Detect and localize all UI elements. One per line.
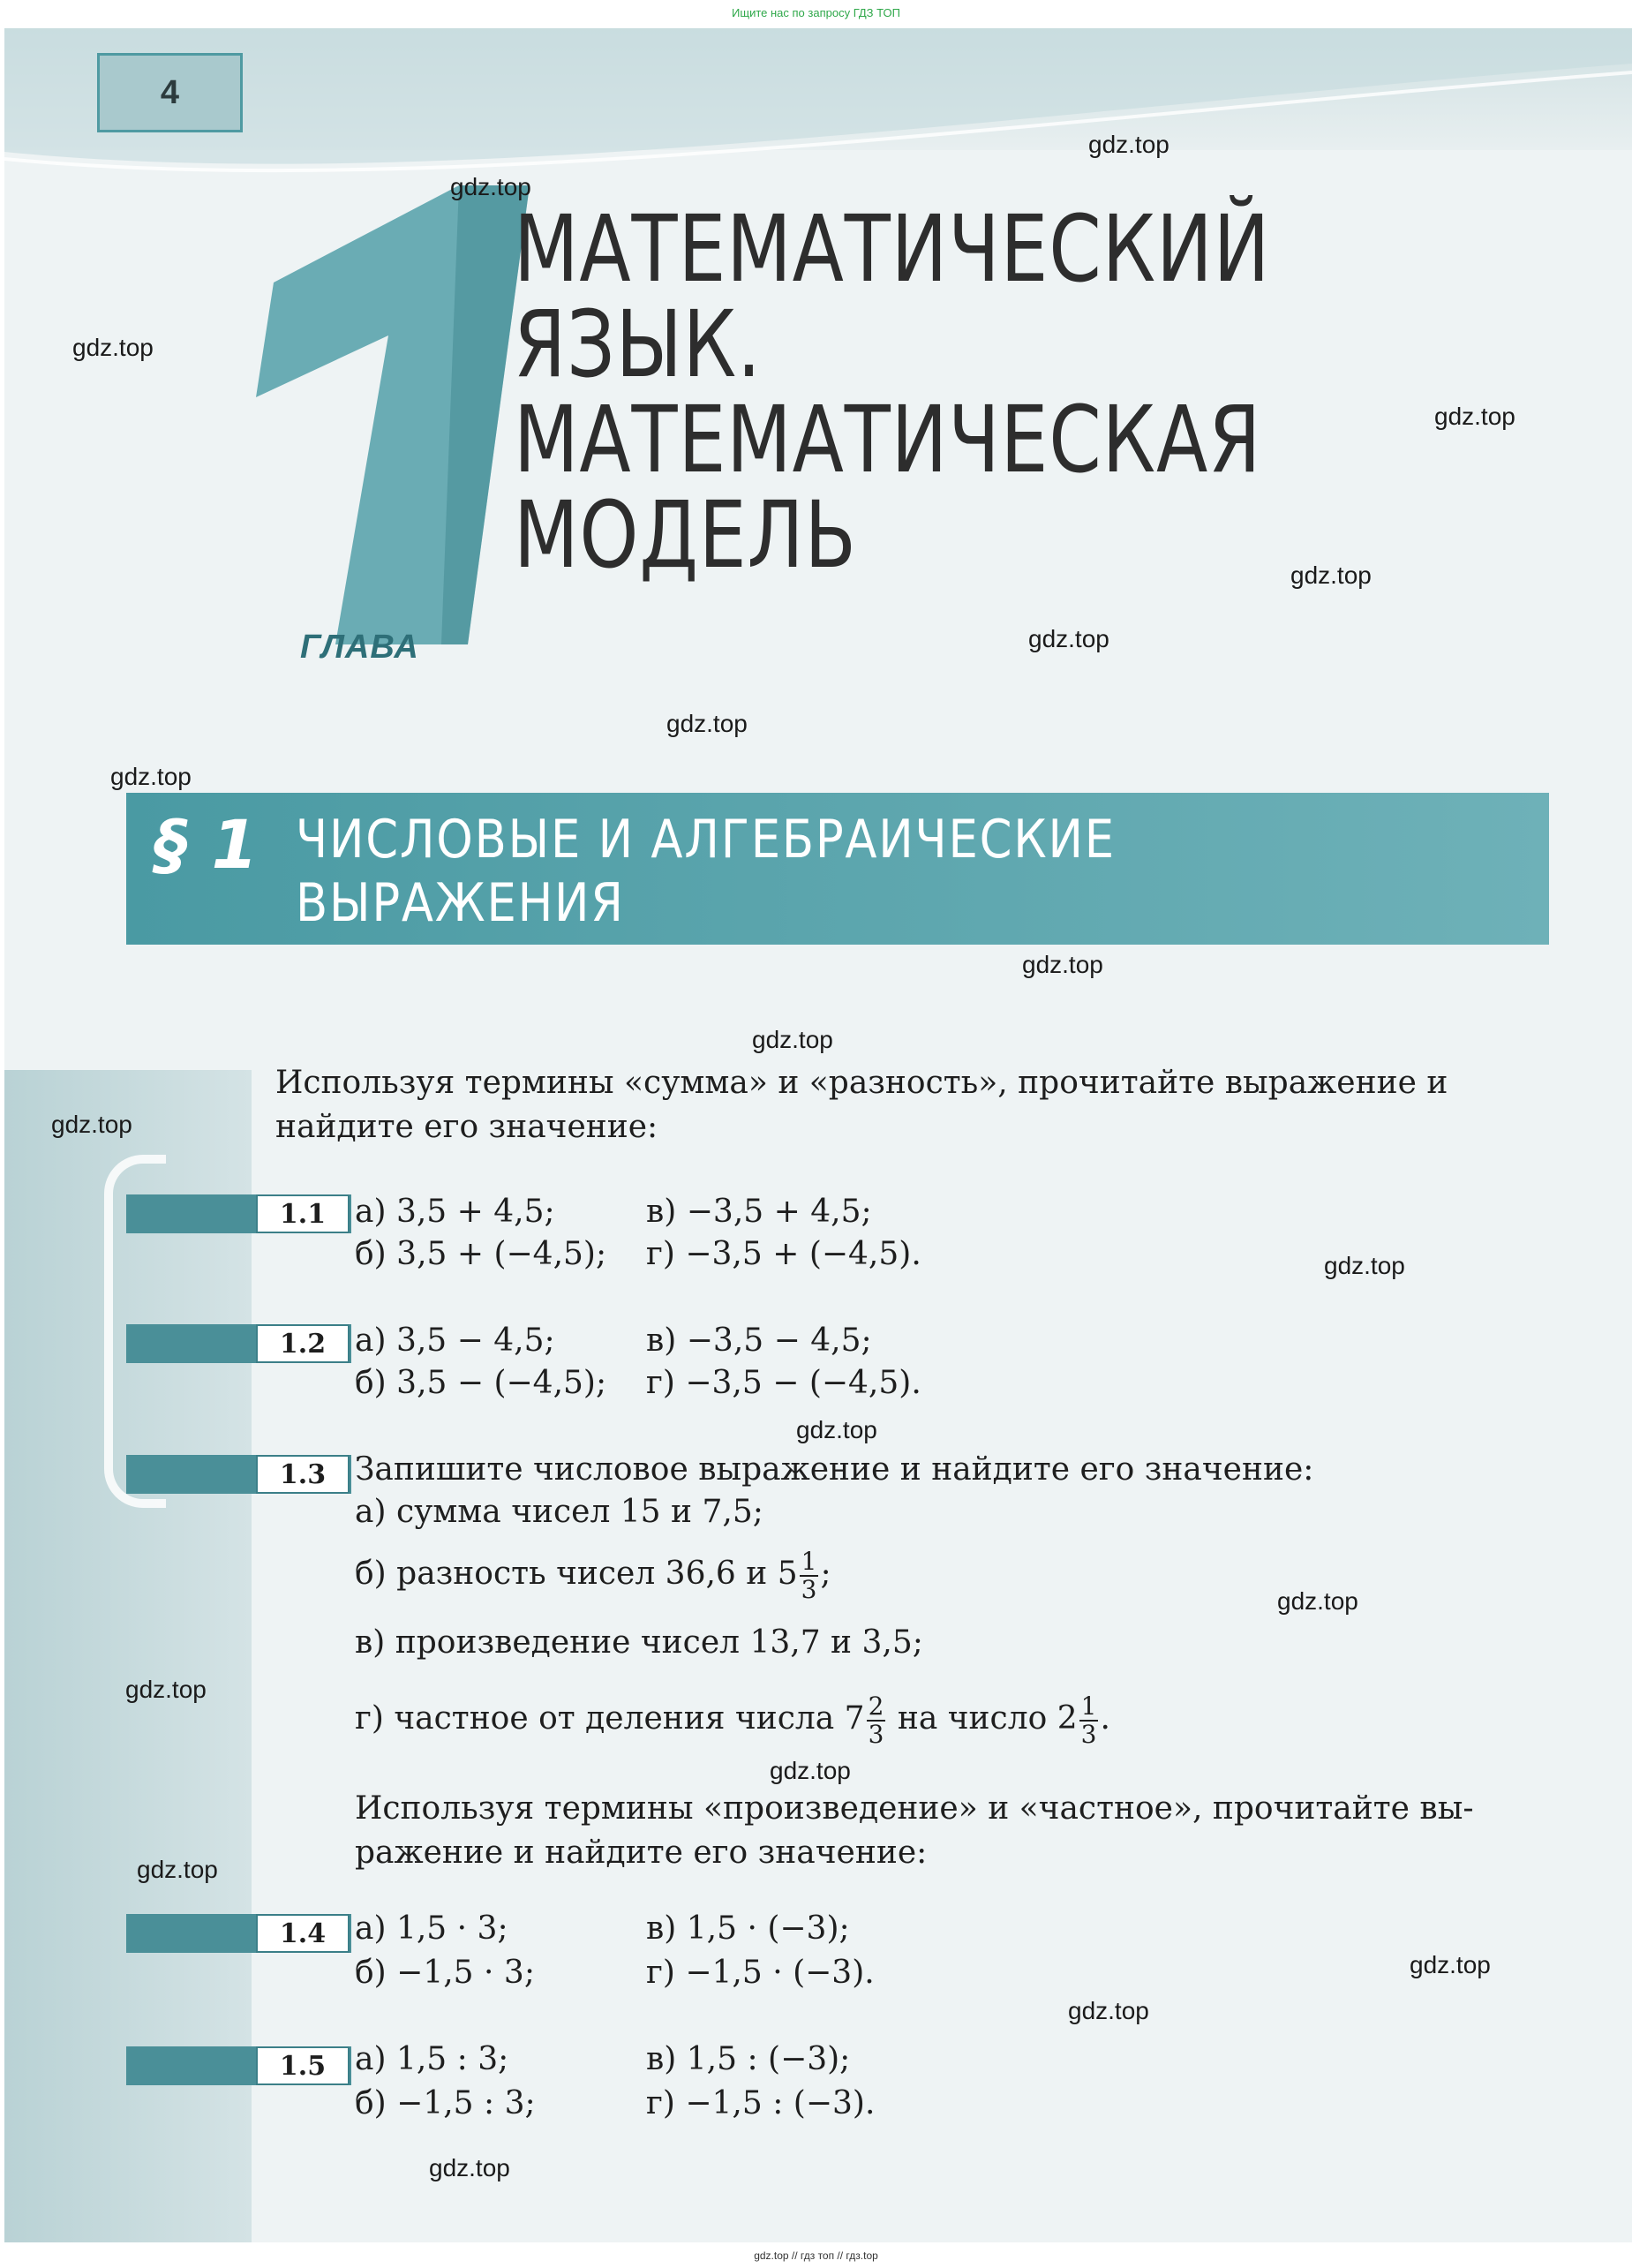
watermark: gdz.top [450,173,531,200]
watermark: gdz.top [137,1856,218,1883]
exercise-item-text: на число 2 [887,1700,1078,1737]
watermark: gdz.top [1277,1587,1358,1615]
exercise-item: а) 1,5 · 3; [355,1910,508,1947]
watermark: gdz.top [51,1111,132,1138]
watermark: gdz.top [1434,403,1515,430]
exercise-item: в) 1,5 · (−3); [646,1910,850,1947]
bottom-banner: gdz.top // гдз топ // гдз.top [754,2249,878,2262]
exercise-item [355,1693,1110,1748]
exercise-number: 1.1 [256,1194,350,1233]
chapter-title-line: МАТЕМАТИЧЕСКИЙ [514,195,1271,303]
top-banner: Ищите нас по запросу ГДЗ ТОП [732,6,900,19]
exercise-heading: Запишите числовое выражение и найдите его значение: [355,1451,1314,1488]
chapter-title-line: МАТЕМАТИЧЕСКАЯ [514,386,1262,494]
watermark: gdz.top [1022,951,1103,978]
exercise-item-text: б) разность чисел 36,6 и 5 [355,1556,798,1592]
exercise-item: б) −1,5 · 3; [355,1955,535,1991]
watermark: gdz.top [110,763,192,790]
fraction-numerator: 1 [1080,1692,1097,1721]
top-band-curve [4,28,1632,196]
exercise-number: 1.2 [256,1324,350,1363]
fraction [1079,1693,1099,1748]
watermark: gdz.top [752,1026,833,1053]
fraction [800,1548,819,1603]
exercise-item: а) сумма чисел 15 и 7,5; [355,1494,763,1530]
exercise-item [355,1548,831,1603]
fraction-denominator: 3 [868,1720,884,1749]
watermark: gdz.top [1290,561,1372,589]
watermark: gdz.top [1068,1997,1149,2024]
fraction-numerator: 2 [868,1692,884,1721]
section-title-line: ЧИСЛОВЫЕ И АЛГЕБРАИЧЕСКИЕ [296,809,1116,870]
exercise-item: г) −3,5 − (−4,5). [646,1365,921,1401]
watermark: gdz.top [72,334,154,361]
exercise-number: 1.4 [256,1914,350,1953]
exercise-item: в) произведение чисел 13,7 и 3,5; [355,1624,923,1661]
exercise-item: а) 3,5 + 4,5; [355,1194,555,1230]
intro-text-line: ражение и найдите его значение: [355,1835,928,1871]
exercise-item: в) −3,5 + 4,5; [646,1194,872,1230]
watermark: gdz.top [1324,1252,1405,1279]
exercise-item-text: ; [820,1556,831,1592]
watermark: gdz.top [1088,131,1169,158]
watermark: gdz.top [666,710,748,737]
exercise-item: а) 3,5 − 4,5; [355,1322,555,1359]
intro-text-line: найдите его значение: [275,1109,658,1145]
section-title [296,808,1116,935]
chapter-title [514,195,1382,589]
watermark: gdz.top [796,1416,877,1443]
watermark: gdz.top [1028,625,1109,652]
intro-text-line: Используя термины «произведение» и «частное», прочитайте вы- [355,1790,1474,1827]
exercise-item: г) −3,5 + (−4,5). [646,1236,921,1272]
fraction-numerator: 1 [801,1547,817,1576]
intro-text-line: Используя термины «сумма» и «разность», прочитайте выражение и [275,1065,1448,1101]
exercise-item: б) 3,5 − (−4,5); [355,1365,607,1401]
exercise-item-text: . [1100,1700,1110,1737]
fraction-denominator: 3 [1080,1720,1097,1749]
watermark: gdz.top [770,1757,851,1784]
page-number: 4 [97,53,243,132]
exercise-number: 1.3 [256,1455,350,1494]
exercise-item: г) −1,5 · (−3). [646,1955,875,1991]
watermark: gdz.top [1410,1951,1491,1978]
exercise-item: г) −1,5 : (−3). [646,2085,876,2121]
exercise-item-text: г) частное от деления числа 7 [355,1700,865,1737]
chapter-label: ГЛАВА [300,629,419,666]
chapter-numeral [238,185,530,644]
fraction-denominator: 3 [801,1575,817,1604]
exercise-item: в) 1,5 : (−3); [646,2041,851,2077]
watermark: gdz.top [429,2154,510,2181]
watermark: gdz.top [125,1676,207,1703]
exercise-number: 1.5 [256,2046,350,2085]
section-title-line: ВЫРАЖЕНИЯ [296,872,625,934]
fraction [867,1693,886,1748]
exercise-item: а) 1,5 : 3; [355,2041,509,2077]
section-sign: § 1 [154,805,259,884]
exercise-item: в) −3,5 − 4,5; [646,1322,872,1359]
chapter-title-line: МОДЕЛЬ [514,481,857,589]
chapter-title-line: ЯЗЫК. [514,290,762,398]
exercise-item: б) 3,5 + (−4,5); [355,1236,607,1272]
exercise-item: б) −1,5 : 3; [355,2085,536,2121]
